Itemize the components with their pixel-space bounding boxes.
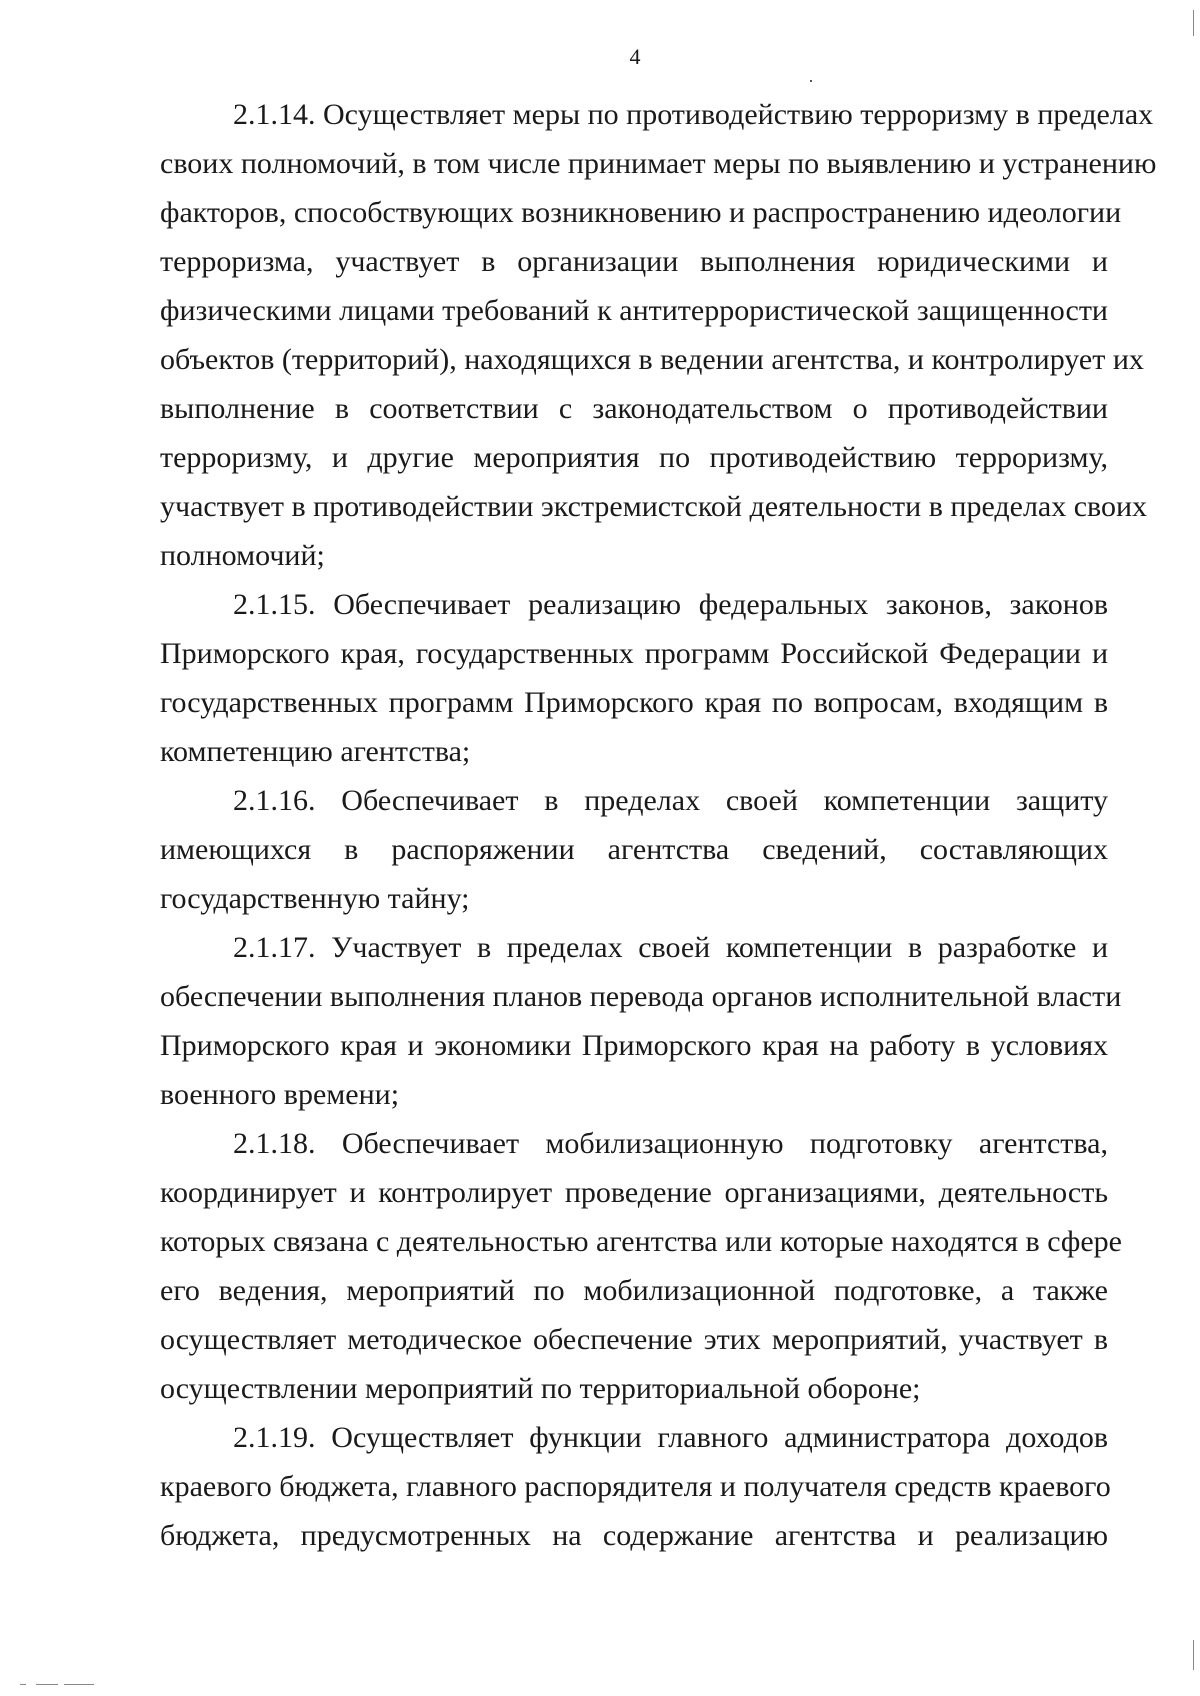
scan-edge-mark-top [1193, 10, 1194, 36]
document-text [160, 90, 1157, 1560]
scan-footer-marks [20, 1684, 120, 1688]
paragraph-2-1-15-line: 2.1.15. Обеспечивает реализацию федеральных законов, законов [233, 588, 1108, 621]
paragraph-2-1-15-line: государственных программ Приморского края по вопросам, входящим в [160, 686, 1108, 719]
paragraph-2-1-15-line: Приморского края, государственных программ Российской Федерации и [160, 637, 1108, 670]
scan-edge-mark-bottom [1193, 1640, 1194, 1670]
paragraph-2-1-14-line: полномочий; [160, 539, 325, 572]
paragraph-2-1-18-line: осуществляет методическое обеспечение этих мероприятий, участвует в [160, 1323, 1108, 1356]
scan-artifact-dot [810, 80, 812, 82]
paragraph-2-1-14-line: своих полномочий, в том числе принимает меры по выявлению и устранению [160, 147, 1157, 180]
paragraph-2-1-16-line: государственную тайну; [160, 882, 470, 915]
paragraph-2-1-18-line: 2.1.18. Обеспечивает мобилизационную подготовку агентства, [233, 1127, 1108, 1160]
paragraph-2-1-14-line: выполнение в соответствии с законодательством о противодействии [160, 392, 1108, 425]
paragraph-2-1-19-line: 2.1.19. Осуществляет функции главного администратора доходов [233, 1421, 1108, 1454]
paragraph-2-1-14-line: терроризму, и другие мероприятия по противодействию терроризму, [160, 441, 1108, 474]
paragraph-2-1-18-line: координирует и контролирует проведение организациями, деятельность [160, 1176, 1108, 1209]
paragraph-2-1-17-line: 2.1.17. Участвует в пределах своей компетенции в разработке и [233, 931, 1108, 964]
paragraph-2-1-15-line: компетенцию агентства; [160, 735, 471, 768]
paragraph-2-1-14-line: терроризма, участвует в организации выполнения юридическими и [160, 245, 1108, 278]
paragraph-2-1-14-line: 2.1.14. Осуществляет меры по противодействию терроризму в пределах [233, 98, 1154, 131]
paragraph-2-1-17-line: Приморского края и экономики Приморского края на работу в условиях [160, 1029, 1108, 1062]
paragraph-2-1-14-line: участвует в противодействии экстремистской деятельности в пределах своих [160, 490, 1148, 523]
paragraph-2-1-19-line: бюджета, предусмотренных на содержание агентства и реализацию [160, 1519, 1108, 1552]
page-number: 4 [629, 44, 641, 69]
paragraph-2-1-16-line: 2.1.16. Обеспечивает в пределах своей компетенции защиту [233, 784, 1108, 817]
paragraph-2-1-16-line: имеющихся в распоряжении агентства сведений, составляющих [160, 833, 1108, 866]
paragraph-2-1-18-line: которых связана с деятельностью агентства или которые находятся в сфере [160, 1225, 1122, 1258]
paragraph-2-1-14-line: факторов, способствующих возникновению и распространению идеологии [160, 196, 1122, 229]
paragraph-2-1-18-line: его ведения, мероприятий по мобилизационной подготовке, а также [160, 1274, 1108, 1307]
paragraph-2-1-14-line: объектов (территорий), находящихся в ведении агентства, и контролирует их [160, 343, 1144, 376]
paragraph-2-1-18-line: осуществлении мероприятий по территориальной обороне; [160, 1372, 921, 1405]
paragraph-2-1-14-line: физическими лицами требований к антитеррористической защищенности [160, 294, 1108, 327]
paragraph-2-1-17-line: обеспечении выполнения планов перевода органов исполнительной власти [160, 980, 1122, 1013]
paragraph-2-1-19-line: краевого бюджета, главного распорядителя и получателя средств краевого [160, 1470, 1111, 1503]
paragraph-2-1-17-line: военного времени; [160, 1078, 400, 1111]
